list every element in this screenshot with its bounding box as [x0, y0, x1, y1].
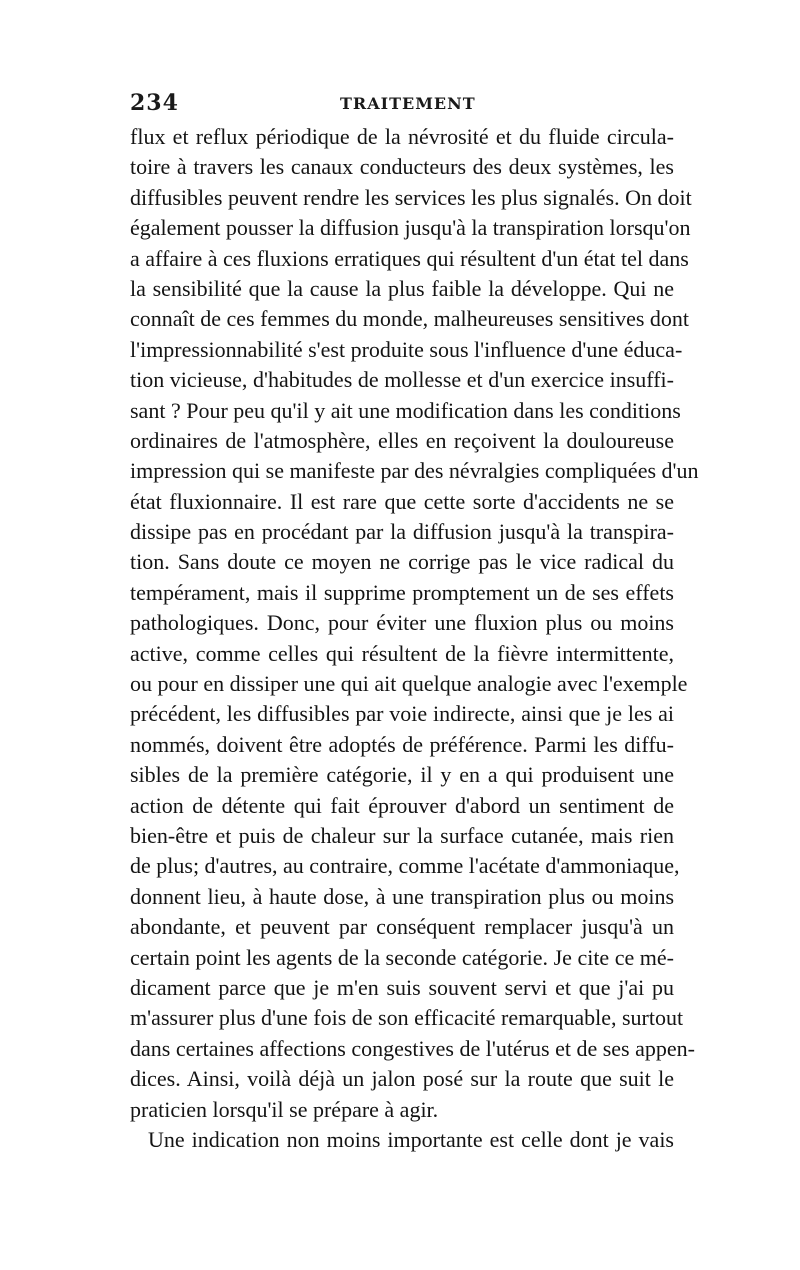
running-title: TRAITEMENT	[340, 94, 476, 113]
text-line: action de détente qui fait éprouver d'abord un sentiment de	[130, 792, 674, 818]
text-line: diffusibles peuvent rendre les services les plus signalés. On doit	[130, 184, 692, 210]
body-text	[130, 122, 699, 1155]
text-line: tempérament, mais il supprime promptement un de ses effets	[130, 579, 674, 605]
text-line: tion. Sans doute ce moyen ne corrige pas le vice radical du	[130, 549, 674, 575]
text-line: certain point les agents de la seconde catégorie. Je cite ce mé-	[130, 944, 674, 970]
text-line: sant ? Pour peu qu'il y ait une modification dans les conditions	[130, 397, 681, 423]
text-line: m'assurer plus d'une fois de son efficacité remarquable, surtout	[130, 1005, 684, 1031]
text-line: flux et reflux périodique de la névrosité et du fluide circula-	[130, 124, 674, 149]
running-head	[130, 90, 670, 116]
text-line: dices. Ainsi, voilà déjà un jalon posé sur la route que suit le	[130, 1066, 674, 1092]
text-line: ordinaires de l'atmosphère, elles en reçoivent la douloureuse	[130, 427, 674, 453]
text-line: dissipe pas en procédant par la diffusion jusqu'à la transpira-	[130, 519, 674, 545]
text-line: sibles de la première catégorie, il y en a qui produisent une	[130, 762, 674, 788]
text-line: nommés, doivent être adoptés de préférence. Parmi les diffu-	[130, 731, 674, 757]
text-line: ou pour en dissiper une qui ait quelque analogie avec l'exemple	[130, 671, 688, 697]
text-line: état fluxionnaire. Il est rare que cette sorte d'accidents ne se	[130, 488, 674, 514]
text-line: précédent, les diffusibles par voie indirecte, ainsi que je les ai	[130, 701, 674, 727]
text-line: pathologiques. Donc, pour éviter une fluxion plus ou moins	[130, 610, 674, 636]
text-line: a affaire à ces fluxions erratiques qui résultent d'un état tel dans	[130, 245, 689, 271]
page-number: 234	[130, 90, 179, 116]
text-line: l'impressionnabilité s'est produite sous l'influence d'une éduca-	[130, 336, 683, 362]
text-line: toire à travers les canaux conducteurs des deux systèmes, les	[130, 154, 674, 180]
text-line: donnent lieu, à haute dose, à une transpiration plus ou moins	[130, 883, 674, 909]
text-line: la sensibilité que la cause la plus faible la développe. Qui ne	[130, 275, 674, 301]
text-line: également pousser la diffusion jusqu'à la transpiration lorsqu'on	[130, 215, 691, 241]
text-line: tion vicieuse, d'habitudes de mollesse et d'un exercice insuffi-	[130, 367, 674, 393]
text-line: dans certaines affections congestives de l'utérus et de ses appen-	[130, 1035, 695, 1061]
text-line: abondante, et peuvent par conséquent remplacer jusqu'à un	[130, 914, 674, 940]
text-line: connaît de ces femmes du monde, malheureuses sensitives dont	[130, 306, 690, 332]
paragraph-start-line: Une indication non moins importante est celle dont je vais	[148, 1126, 674, 1152]
text-line: active, comme celles qui résultent de la fièvre intermittente,	[130, 640, 674, 666]
paragraph-end-line: praticien lorsqu'il se prépare à agir.	[130, 1096, 439, 1122]
text-line: impression qui se manifeste par des névralgies compliquées d'un	[130, 458, 699, 484]
text-line: dicament parce que je m'en suis souvent servi et que j'ai pu	[130, 974, 674, 1000]
text-line: de plus; d'autres, au contraire, comme l'acétate d'ammoniaque,	[130, 853, 680, 879]
text-line: bien-être et puis de chaleur sur la surface cutanée, mais rien	[130, 822, 674, 848]
